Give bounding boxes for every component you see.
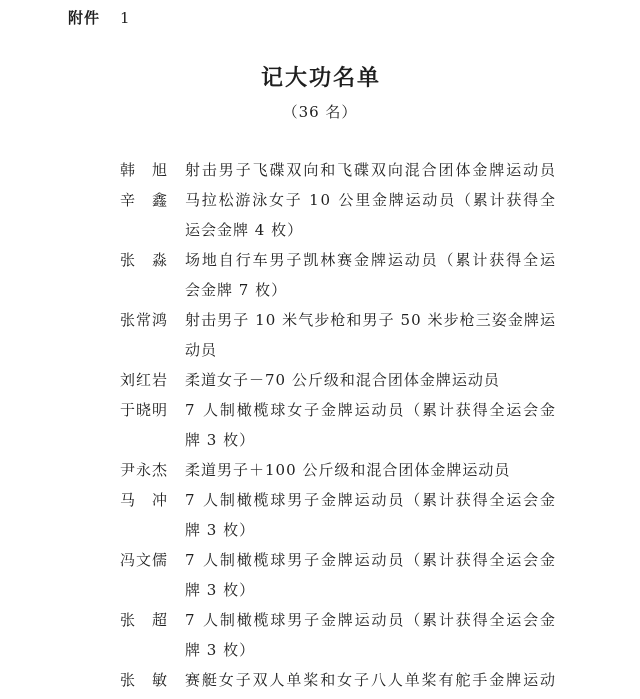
honor-entry [120,485,555,545]
entry-name: 张 淼 [120,251,169,269]
description-line: 马拉松游泳女子 10 公里金牌运动员（累计获得全 [185,191,557,209]
honor-entry [120,395,555,455]
entry-description [185,245,555,305]
description-line: 牌 3 枚） [185,581,256,599]
entry-description [185,545,555,605]
entry-name: 张 敏 [120,671,169,689]
entry-description [185,305,555,365]
description-line: 射击男子飞碟双向和飞碟双向混合团体金牌运动员 [185,161,557,179]
description-line: 牌 3 枚） [185,431,256,449]
description-line: 7 人制橄榄球男子金牌运动员（累计获得全运会金 [185,491,557,509]
description-line: 7 人制橄榄球男子金牌运动员（累计获得全运会金 [185,611,557,629]
honor-list [120,155,555,695]
honor-entry [120,305,555,365]
honor-entry [120,665,555,695]
entry-description [185,185,555,245]
honor-entry [120,365,555,395]
entry-description [185,485,555,545]
honor-entry [120,185,555,245]
entry-name: 尹永杰 [120,461,169,479]
entry-description [185,155,555,185]
entry-description [185,395,555,455]
attachment-heading [68,6,130,30]
entry-description [185,365,555,395]
description-line: 7 人制橄榄球女子金牌运动员（累计获得全运会金 [185,401,557,419]
entry-description [185,605,555,665]
entry-description [185,665,555,695]
honor-entry [120,545,555,605]
description-line: 柔道男子＋100 公斤级和混合团体金牌运动员 [185,461,511,479]
entry-name: 韩 旭 [120,161,169,179]
entry-name: 张常鸿 [120,311,169,329]
entry-description [185,455,555,485]
entry-name: 张 超 [120,611,169,629]
attachment-label: 附件 [68,9,101,27]
description-line: 柔道女子－70 公斤级和混合团体金牌运动员 [185,371,500,389]
description-line: 动员 [185,341,218,359]
honor-entry [120,155,555,185]
entry-name: 刘红岩 [120,371,169,389]
entry-name: 于晓明 [120,401,169,419]
description-line: 运会金牌 4 枚） [185,221,304,239]
entry-name: 马 冲 [120,491,169,509]
description-line: 会金牌 7 枚） [185,281,288,299]
page-subtitle: （36 名） [282,103,358,121]
description-line: 牌 3 枚） [185,521,256,539]
description-line: 场地自行车男子凯林赛金牌运动员（累计获得全运 [185,251,557,269]
description-line: 7 人制橄榄球男子金牌运动员（累计获得全运会金 [185,551,557,569]
attachment-number: 1 [120,9,130,27]
description-line: 射击男子 10 米气步枪和男子 50 米步枪三姿金牌运 [185,311,557,329]
description-line: 赛艇女子双人单桨和女子八人单桨有舵手金牌运动 [185,671,557,689]
entry-name: 冯文儒 [120,551,169,569]
honor-entry [120,455,555,485]
honor-entry [120,245,555,305]
page-title: 记大功名单 [260,65,381,91]
entry-name: 辛 鑫 [120,191,169,209]
honor-entry [120,605,555,665]
description-line: 牌 3 枚） [185,641,256,659]
